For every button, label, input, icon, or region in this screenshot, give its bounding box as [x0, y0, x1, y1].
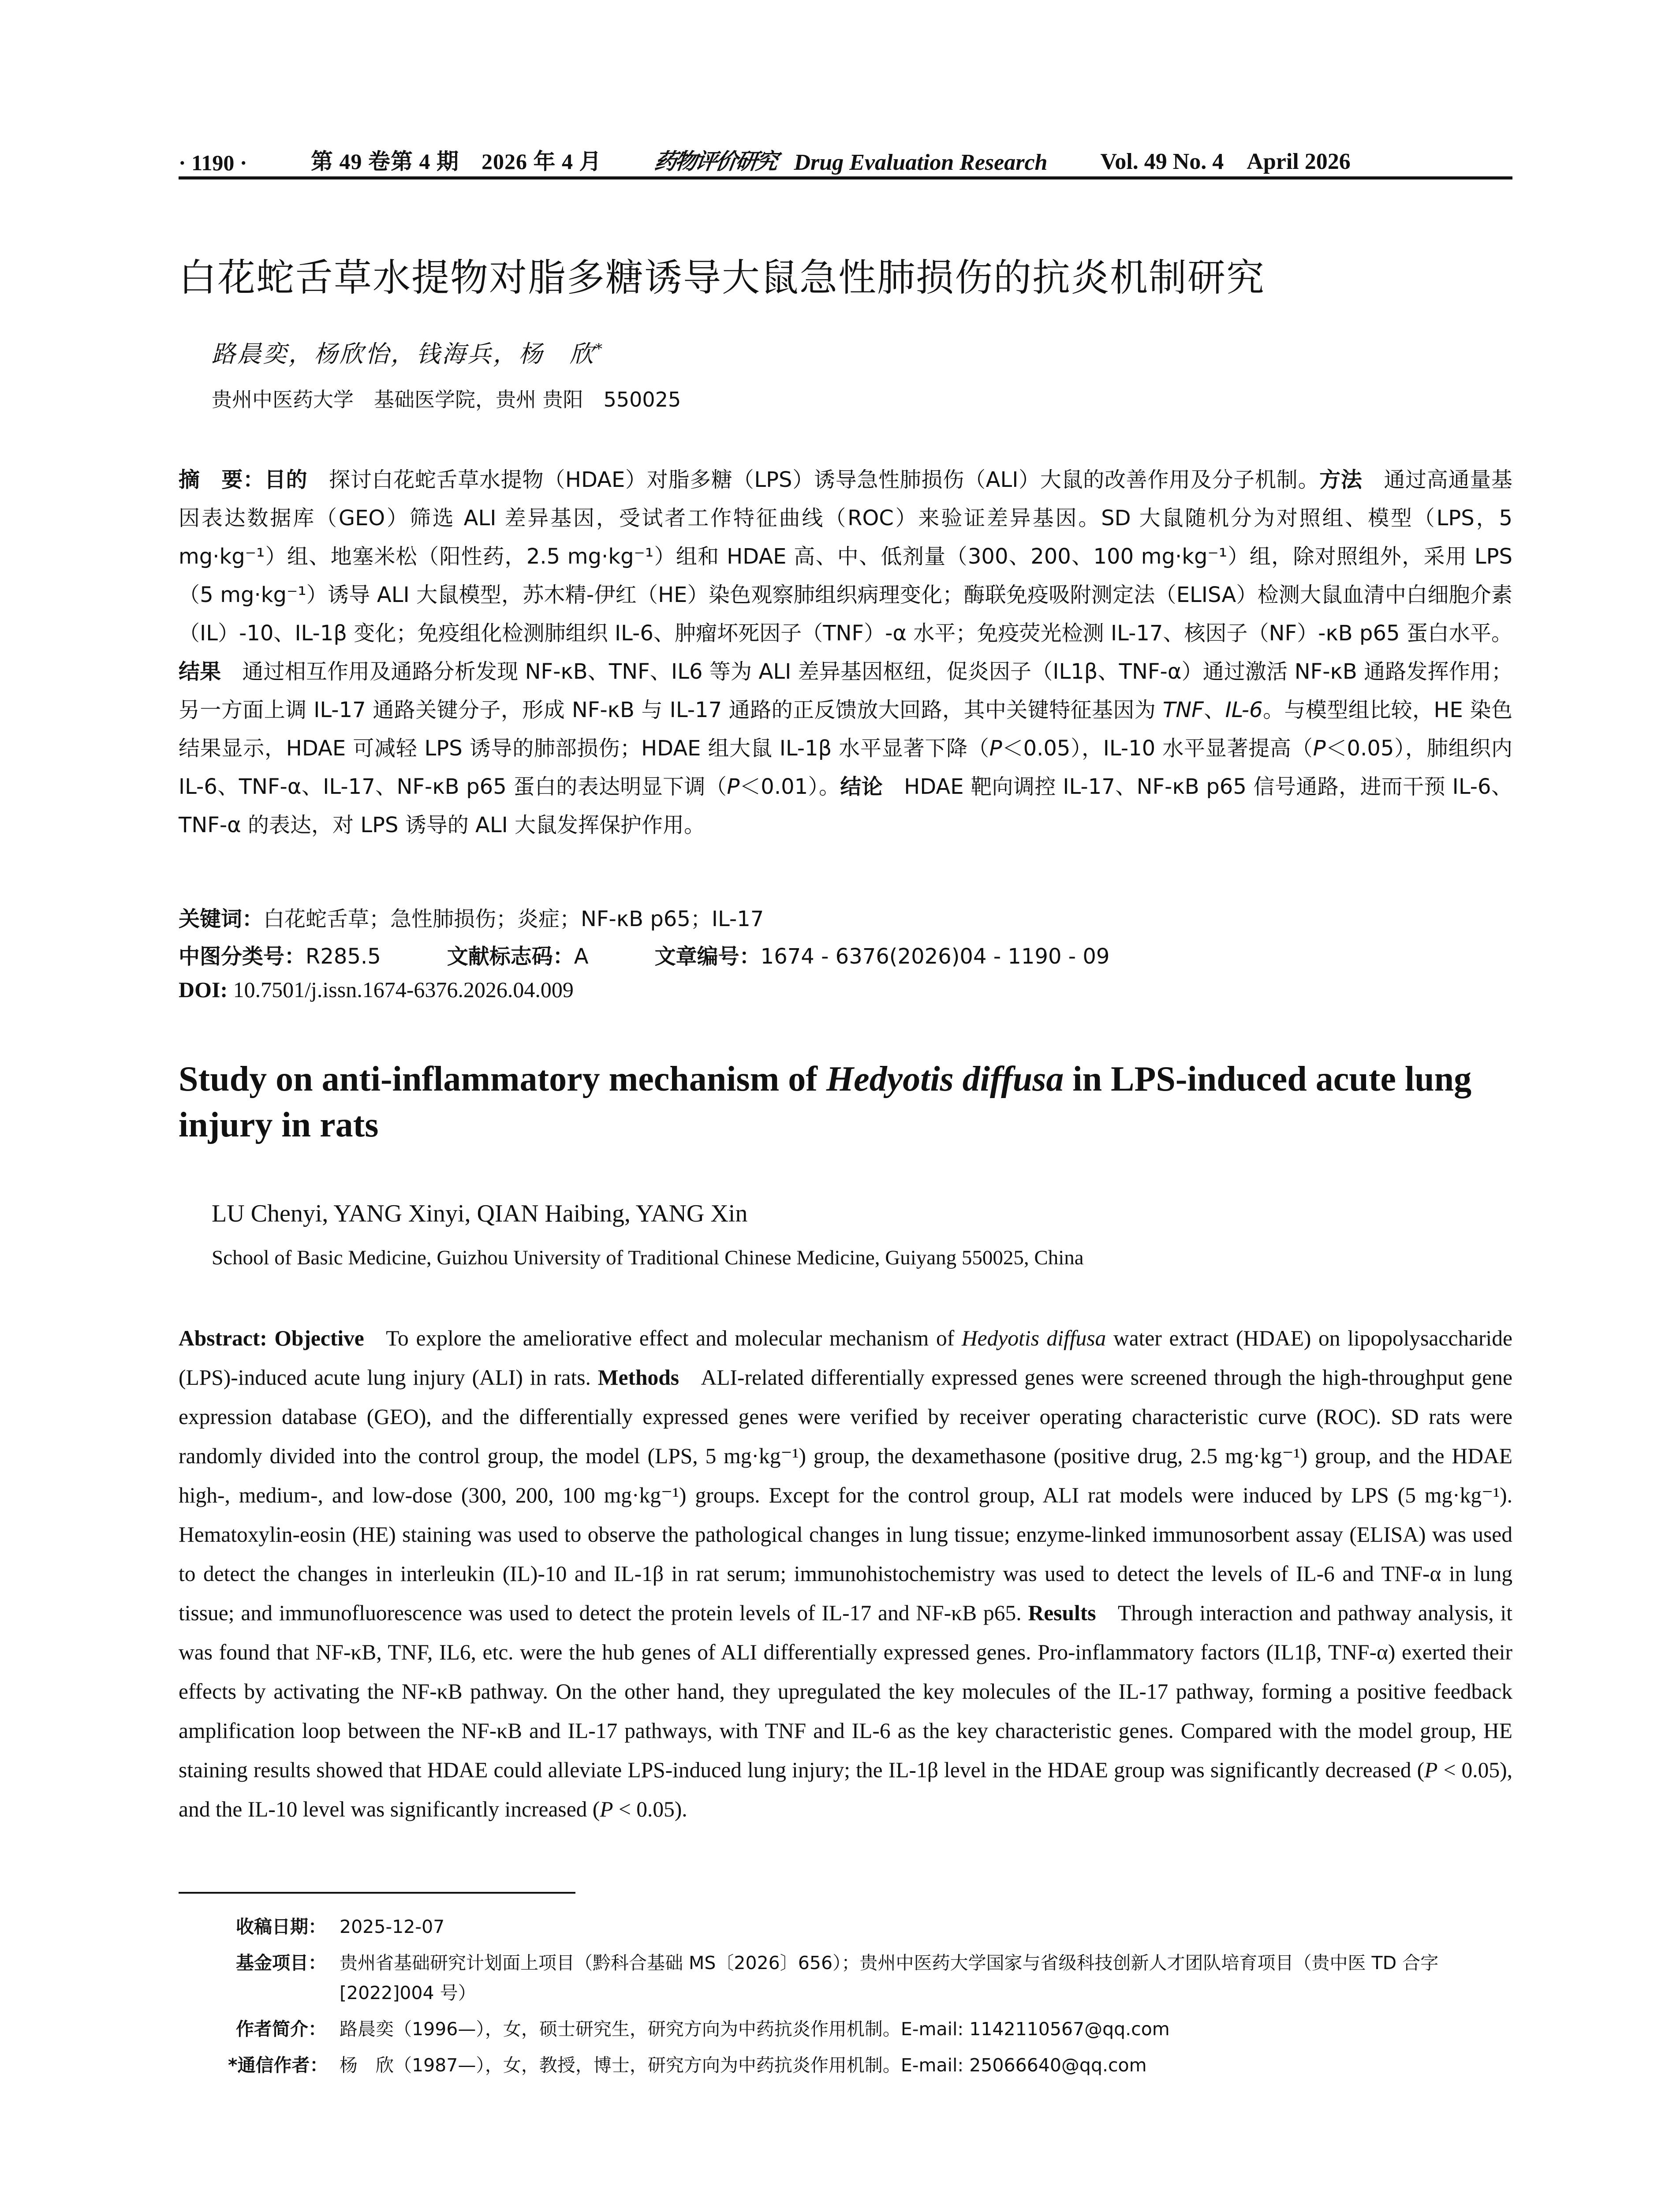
keywords-value-cn: 白花蛇舌草；急性肺损伤；炎症；NF-κB p65；IL-17	[263, 907, 764, 931]
doc-code-label: 文献标志码：	[447, 944, 574, 969]
footnote-label: *通信作者：	[228, 2055, 328, 2076]
methods-text-cn: 通过高通量基因表达数据库（GEO）筛选 ALI 差异基因，受试者工作特征曲线（ROC）来验证差异基因。SD 大鼠随机分为对照组、模型（LPS，5 mg·kg⁻¹）组、地塞米松（阳性药，2.5 mg·kg⁻¹）组和 HDAE 高、中、低剂量（300、200、100 mg·kg⁻¹）组，除对照组外，采用 LPS（5 mg·kg⁻¹）诱导 ALI 大鼠模型，苏木精-伊红（HE）染色观察肺组织病理变化；酶联免疫吸附测定法（ELISA）检测大鼠血清中白细胞介素（IL）-10、IL-1β 变化；免疫组化检测肺组织 IL-6、肿瘤坏死因子（TNF）-α 水平；免疫荧光检测 IL-17、核因子（NF）-κB p65 蛋白水平。	[179, 467, 1512, 646]
results-text-cn-2: 。与模型组比较，HE 染色结果显示，HDAE 可减轻 LPS 诱导的肺部损伤；HDAE 组大鼠 IL-1β 水平显著下降（	[179, 698, 1512, 761]
article-title-cn: 白花蛇舌草水提物对脂多糖诱导大鼠急性肺损伤的抗炎机制研究	[179, 256, 1265, 300]
footnote-text: 路晨奕（1996—），女，硕士研究生，研究方向为中药抗炎作用机制。E-mail: 1142110567@qq.com	[340, 2018, 1170, 2040]
footnote-funding	[236, 1948, 1506, 2008]
issue-info-cn: 第 49 卷第 4 期 2026 年 4 月	[311, 149, 602, 174]
results-label-en: Results	[1028, 1601, 1096, 1625]
footnote-rule	[179, 1892, 575, 1894]
doc-code-value: A	[574, 944, 589, 969]
title-en-part1: Study on anti-inflammatory mechanism of	[179, 1060, 826, 1099]
objective-text-en-2: water extract (HDAE) on lipopolysaccharide (LPS)-induced acute lung injury (ALI) in rats.	[179, 1326, 1512, 1390]
affiliation-cn: 贵州中医药大学 基础医学院，贵州 贵阳 550025	[212, 388, 681, 411]
p-value-symbol: P	[727, 774, 740, 799]
authors-en: LU Chenyi, YANG Xinyi, QIAN Haibing, YANG Xin	[212, 1200, 748, 1227]
key-gene-tnf: TNF	[1162, 698, 1204, 722]
p-value-symbol: P	[600, 1797, 613, 1821]
abstract-label-cn: 摘 要：	[179, 467, 265, 492]
footnote-text: 2025-12-07	[340, 1916, 445, 1937]
corresponding-author-mark: *	[595, 340, 604, 357]
article-title-en	[179, 1056, 1512, 1148]
footnote-label: 基金项目：	[236, 1952, 326, 1973]
results-label-cn: 结果	[179, 659, 221, 684]
results-text-en-2: < 0.05), and the IL-10 level was significantly increased (	[179, 1758, 1512, 1821]
clc-value: R285.5	[306, 944, 381, 969]
affiliation-en: School of Basic Medicine, Guizhou University of Traditional Chinese Medicine, Guiyang 550025, China	[212, 1246, 1084, 1269]
classification-line	[179, 939, 1109, 970]
abstract-en	[179, 1319, 1512, 1829]
footnote-label: 收稿日期：	[236, 1916, 326, 1937]
keywords-cn	[179, 902, 764, 932]
footnote-label: 作者简介：	[236, 2018, 326, 2040]
author-list-cn: 路晨奕，杨欣怡，钱海兵，杨 欣	[212, 340, 595, 368]
doi-line	[179, 977, 574, 1002]
issue-info-en: Vol. 49 No. 4 April 2026	[1100, 149, 1351, 174]
p-value-symbol: P	[989, 736, 1002, 761]
footnotes	[228, 1912, 1506, 2080]
results-text-cn-4: ＜0.05），肺组织内 IL-6、TNF-α、IL-17、NF-κB p65 蛋白的表达明显下调（	[179, 736, 1512, 799]
results-text-en-1: Through interaction and pathway analysis, it was found that NF-κB, TNF, IL6, etc. were the hub genes of ALI differentially expressed genes. Pro-inflammatory factors (IL1β, TNF-α) exerted their effects by activating the NF-κB pathway. On the other hand, they upregulated the key molecules of the IL-17 pathway, forming a positive feedback amplification loop between the NF-κB and IL-17 pathways, with TNF and IL-6 as the key characteristic genes. Compared with the model group, HE staining results showed that HDAE could alleviate LPS-induced lung injury; the IL-1β level in the HDAE group was significantly decreased (	[179, 1601, 1512, 1782]
key-gene-il6: IL-6	[1225, 698, 1263, 722]
footnote-text: 贵州省基础研究计划面上项目（黔科合基础 MS〔2026〕656）；贵州中医药大学国家与省级科技创新人才团队培育项目（贵中医 TD 合字[2022]004 号）	[340, 1952, 1439, 2003]
objective-text-en-1: To explore the ameliorative effect and molecular mechanism of	[386, 1326, 962, 1350]
page-number: · 1190 ·	[179, 150, 247, 175]
clc-label: 中图分类号：	[179, 944, 306, 969]
footnote-author-bio	[236, 2014, 1506, 2044]
results-text-en-3: < 0.05).	[613, 1797, 687, 1821]
abstract-label-en: Abstract:	[179, 1326, 267, 1350]
article-number-value: 1674 - 6376(2026)04 - 1190 - 09	[760, 944, 1110, 969]
conclusion-label-cn: 结论	[840, 774, 883, 799]
objective-label-cn: 目的	[264, 467, 308, 492]
results-text-cn-1: 通过相互作用及通路分析发现 NF-κB、TNF、IL6 等为 ALI 差异基因枢纽，促炎因子（IL1β、TNF-α）通过激活 NF-κB 通路发挥作用；另一方面上调 IL-17 通路关键分子，形成 NF-κB 与 IL-17 通路的正反馈放大回路，其中关键特征基因为	[179, 659, 1512, 722]
doi-value[interactable]: 10.7501/j.issn.1674-6376.2026.04.009	[233, 977, 574, 1002]
doi-label: DOI:	[179, 977, 228, 1002]
footnote-text: 杨 欣（1987—），女，教授，博士，研究方向为中药抗炎作用机制。E-mail: 25066640@qq.com	[340, 2055, 1147, 2076]
header-rule	[179, 176, 1512, 179]
footnote-received-date	[236, 1912, 1506, 1942]
conclusion-text-cn: HDAE 靶向调控 IL-17、NF-κB p65 信号通路，进而干预 IL-6、TNF-α 的表达，对 LPS 诱导的 ALI 大鼠发挥保护作用。	[179, 774, 1512, 837]
running-header	[179, 140, 1512, 176]
methods-text-en: ALI-related differentially expressed genes were screened through the high-throughput gene expression database (GEO), and the differentially expressed genes were verified by receiver operating characteristic curve (ROC). SD rats were randomly divided into the control group, the model (LPS, 5 mg·kg⁻¹) group, the dexamethasone (positive drug, 2.5 mg·kg⁻¹) group, and the HDAE high-, medium-, and low-dose (300, 200, 100 mg·kg⁻¹) groups. Except for the control group, ALI rat models were induced by LPS (5 mg·kg⁻¹). Hematoxylin-eosin (HE) staining was used to observe the pathological changes in lung tissue; enzyme-linked immunosorbent assay (ELISA) was used to detect the changes in interleukin (IL)-10 and IL-1β in rat serum; immunohistochemistry was used to detect the levels of IL-6 and TNF-α in lung tissue; and immunofluorescence was used to detect the protein levels of IL-17 and NF-κB p65.	[179, 1365, 1512, 1625]
results-text-cn-3: ＜0.05），IL-10 水平显著提高（	[1002, 736, 1313, 761]
methods-label-cn: 方法	[1319, 467, 1363, 492]
abstract-cn	[179, 461, 1512, 845]
results-text-cn-5: ＜0.01）。	[739, 774, 840, 799]
keywords-label-cn: 关键词：	[179, 907, 264, 931]
journal-logo: 药物评价研究	[652, 148, 778, 174]
p-value-symbol: P	[1424, 1758, 1438, 1782]
journal-name-en: Drug Evaluation Research	[794, 150, 1048, 175]
objective-label-en: Objective	[274, 1326, 364, 1350]
methods-label-en: Methods	[597, 1365, 679, 1390]
species-name: Hedyotis diffusa	[826, 1060, 1064, 1099]
p-value-symbol: P	[1313, 736, 1326, 761]
title-en-part2: in LPS-induced acute lung injury in rats	[179, 1060, 1472, 1144]
authors-cn	[212, 335, 604, 369]
article-number-label: 文章编号：	[654, 944, 761, 969]
footnote-corresponding-author	[228, 2050, 1506, 2080]
separator: 、	[1203, 698, 1225, 722]
objective-text-cn: 探讨白花蛇舌草水提物（HDAE）对脂多糖（LPS）诱导急性肺损伤（ALI）大鼠的改善作用及分子机制。	[329, 467, 1320, 492]
species-name: Hedyotis diffusa	[961, 1326, 1106, 1350]
